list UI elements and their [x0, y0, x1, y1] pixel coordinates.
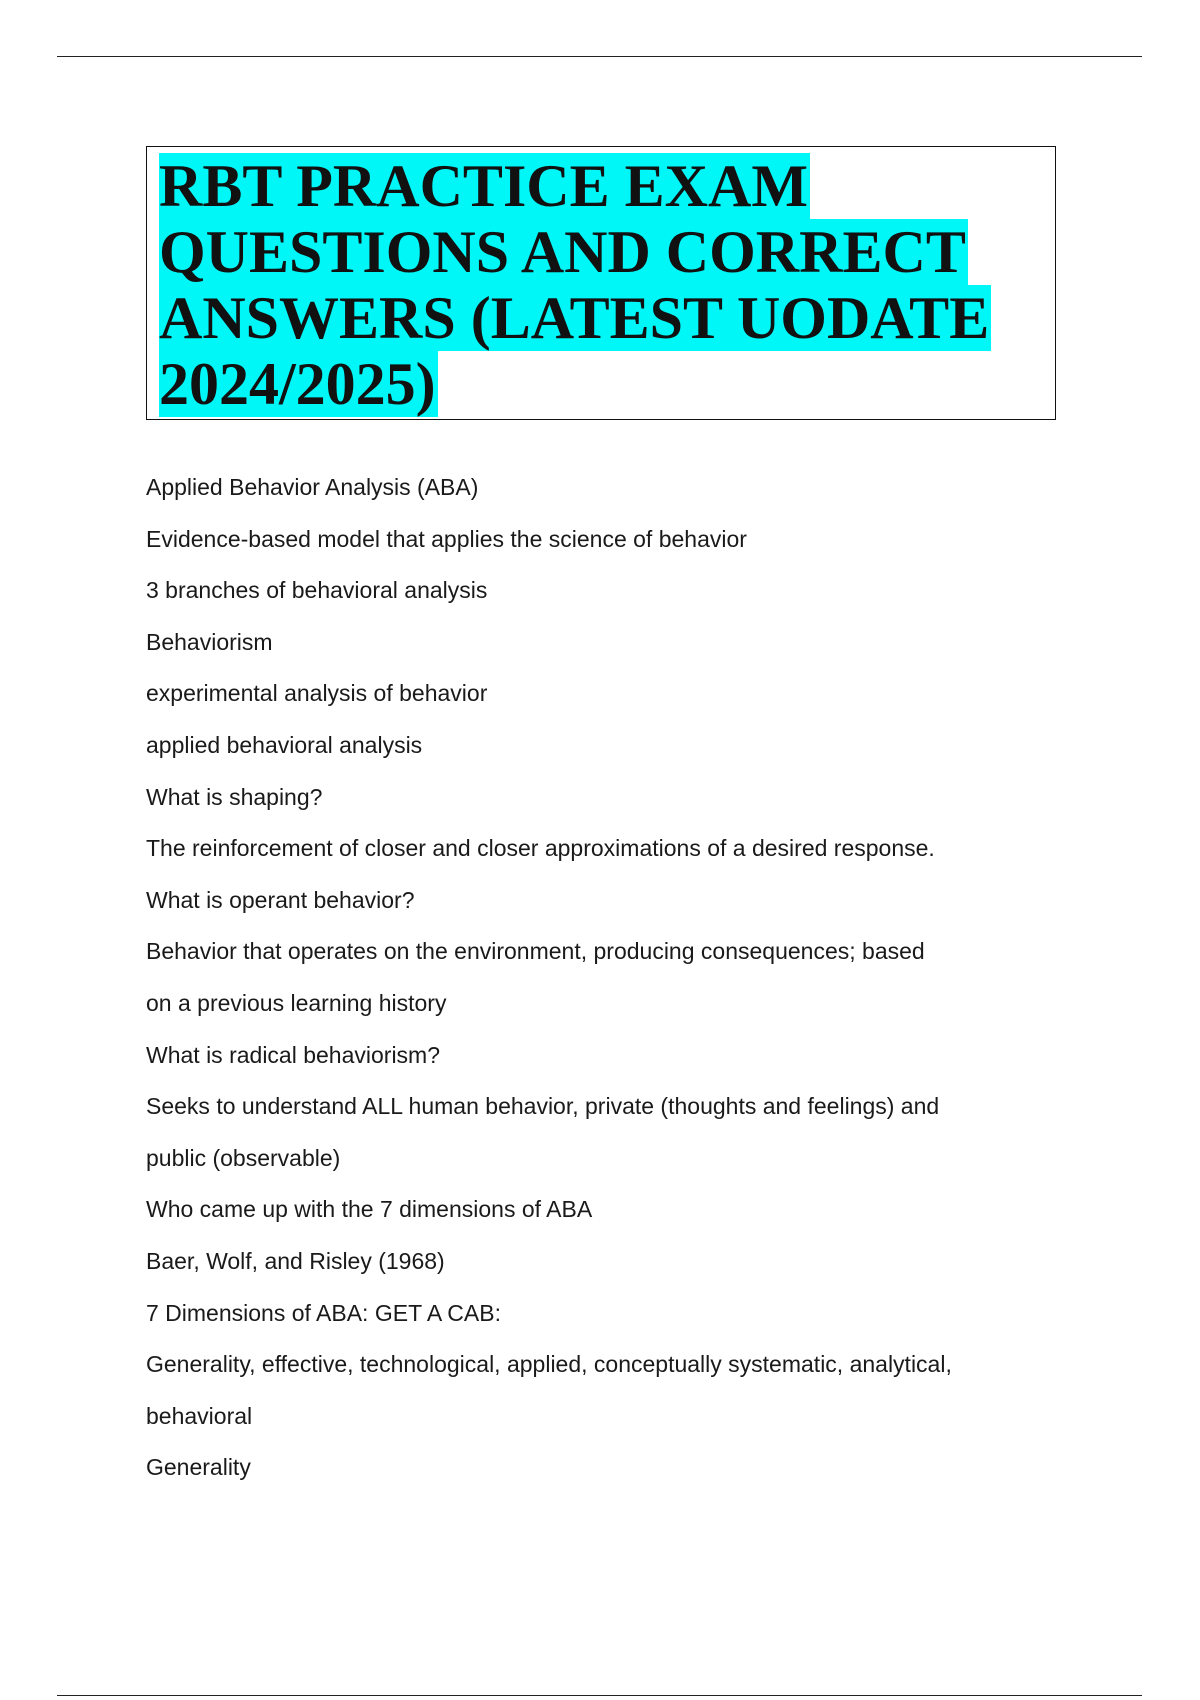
document-title [159, 153, 1043, 417]
list-item: applied behavioral analysis [146, 731, 423, 758]
list-item: Generality [146, 1454, 251, 1481]
list-item: on a previous learning history [146, 989, 447, 1016]
list-item: Who came up with the 7 dimensions of ABA [146, 1196, 593, 1223]
list-item: Evidence-based model that applies the science of behavior [146, 525, 747, 552]
bottom-rule [57, 1695, 1142, 1696]
list-item: What is shaping? [146, 783, 323, 810]
list-item: What is radical behaviorism? [146, 1041, 441, 1068]
list-item: behavioral [146, 1402, 253, 1429]
list-item: Applied Behavior Analysis (ABA) [146, 474, 479, 500]
title-box [146, 146, 1056, 420]
list-item: 7 Dimensions of ABA: GET A CAB: [146, 1299, 501, 1326]
list-item: experimental analysis of behavior [146, 680, 488, 707]
qa-list [146, 462, 1076, 1494]
list-item: 3 branches of behavioral analysis [146, 577, 488, 604]
list-item: The reinforcement of closer and closer approximations of a desired response. [146, 835, 935, 862]
list-item: Generality, effective, technological, applied, conceptually systematic, analytical, [146, 1351, 952, 1378]
list-item: Seeks to understand ALL human behavior, private (thoughts and feelings) and [146, 1093, 940, 1120]
list-item: What is operant behavior? [146, 886, 415, 913]
list-item: Baer, Wolf, and Risley (1968) [146, 1247, 445, 1274]
list-item: public (observable) [146, 1144, 341, 1171]
title-highlight: RBT PRACTICE EXAM QUESTIONS AND CORRECT ANSWERS (LATEST UODATE 2024/2025) [159, 153, 990, 417]
list-item: Behavior that operates on the environment, producing consequences; based [146, 938, 925, 965]
list-item: Behaviorism [146, 628, 273, 655]
top-rule [57, 56, 1142, 57]
